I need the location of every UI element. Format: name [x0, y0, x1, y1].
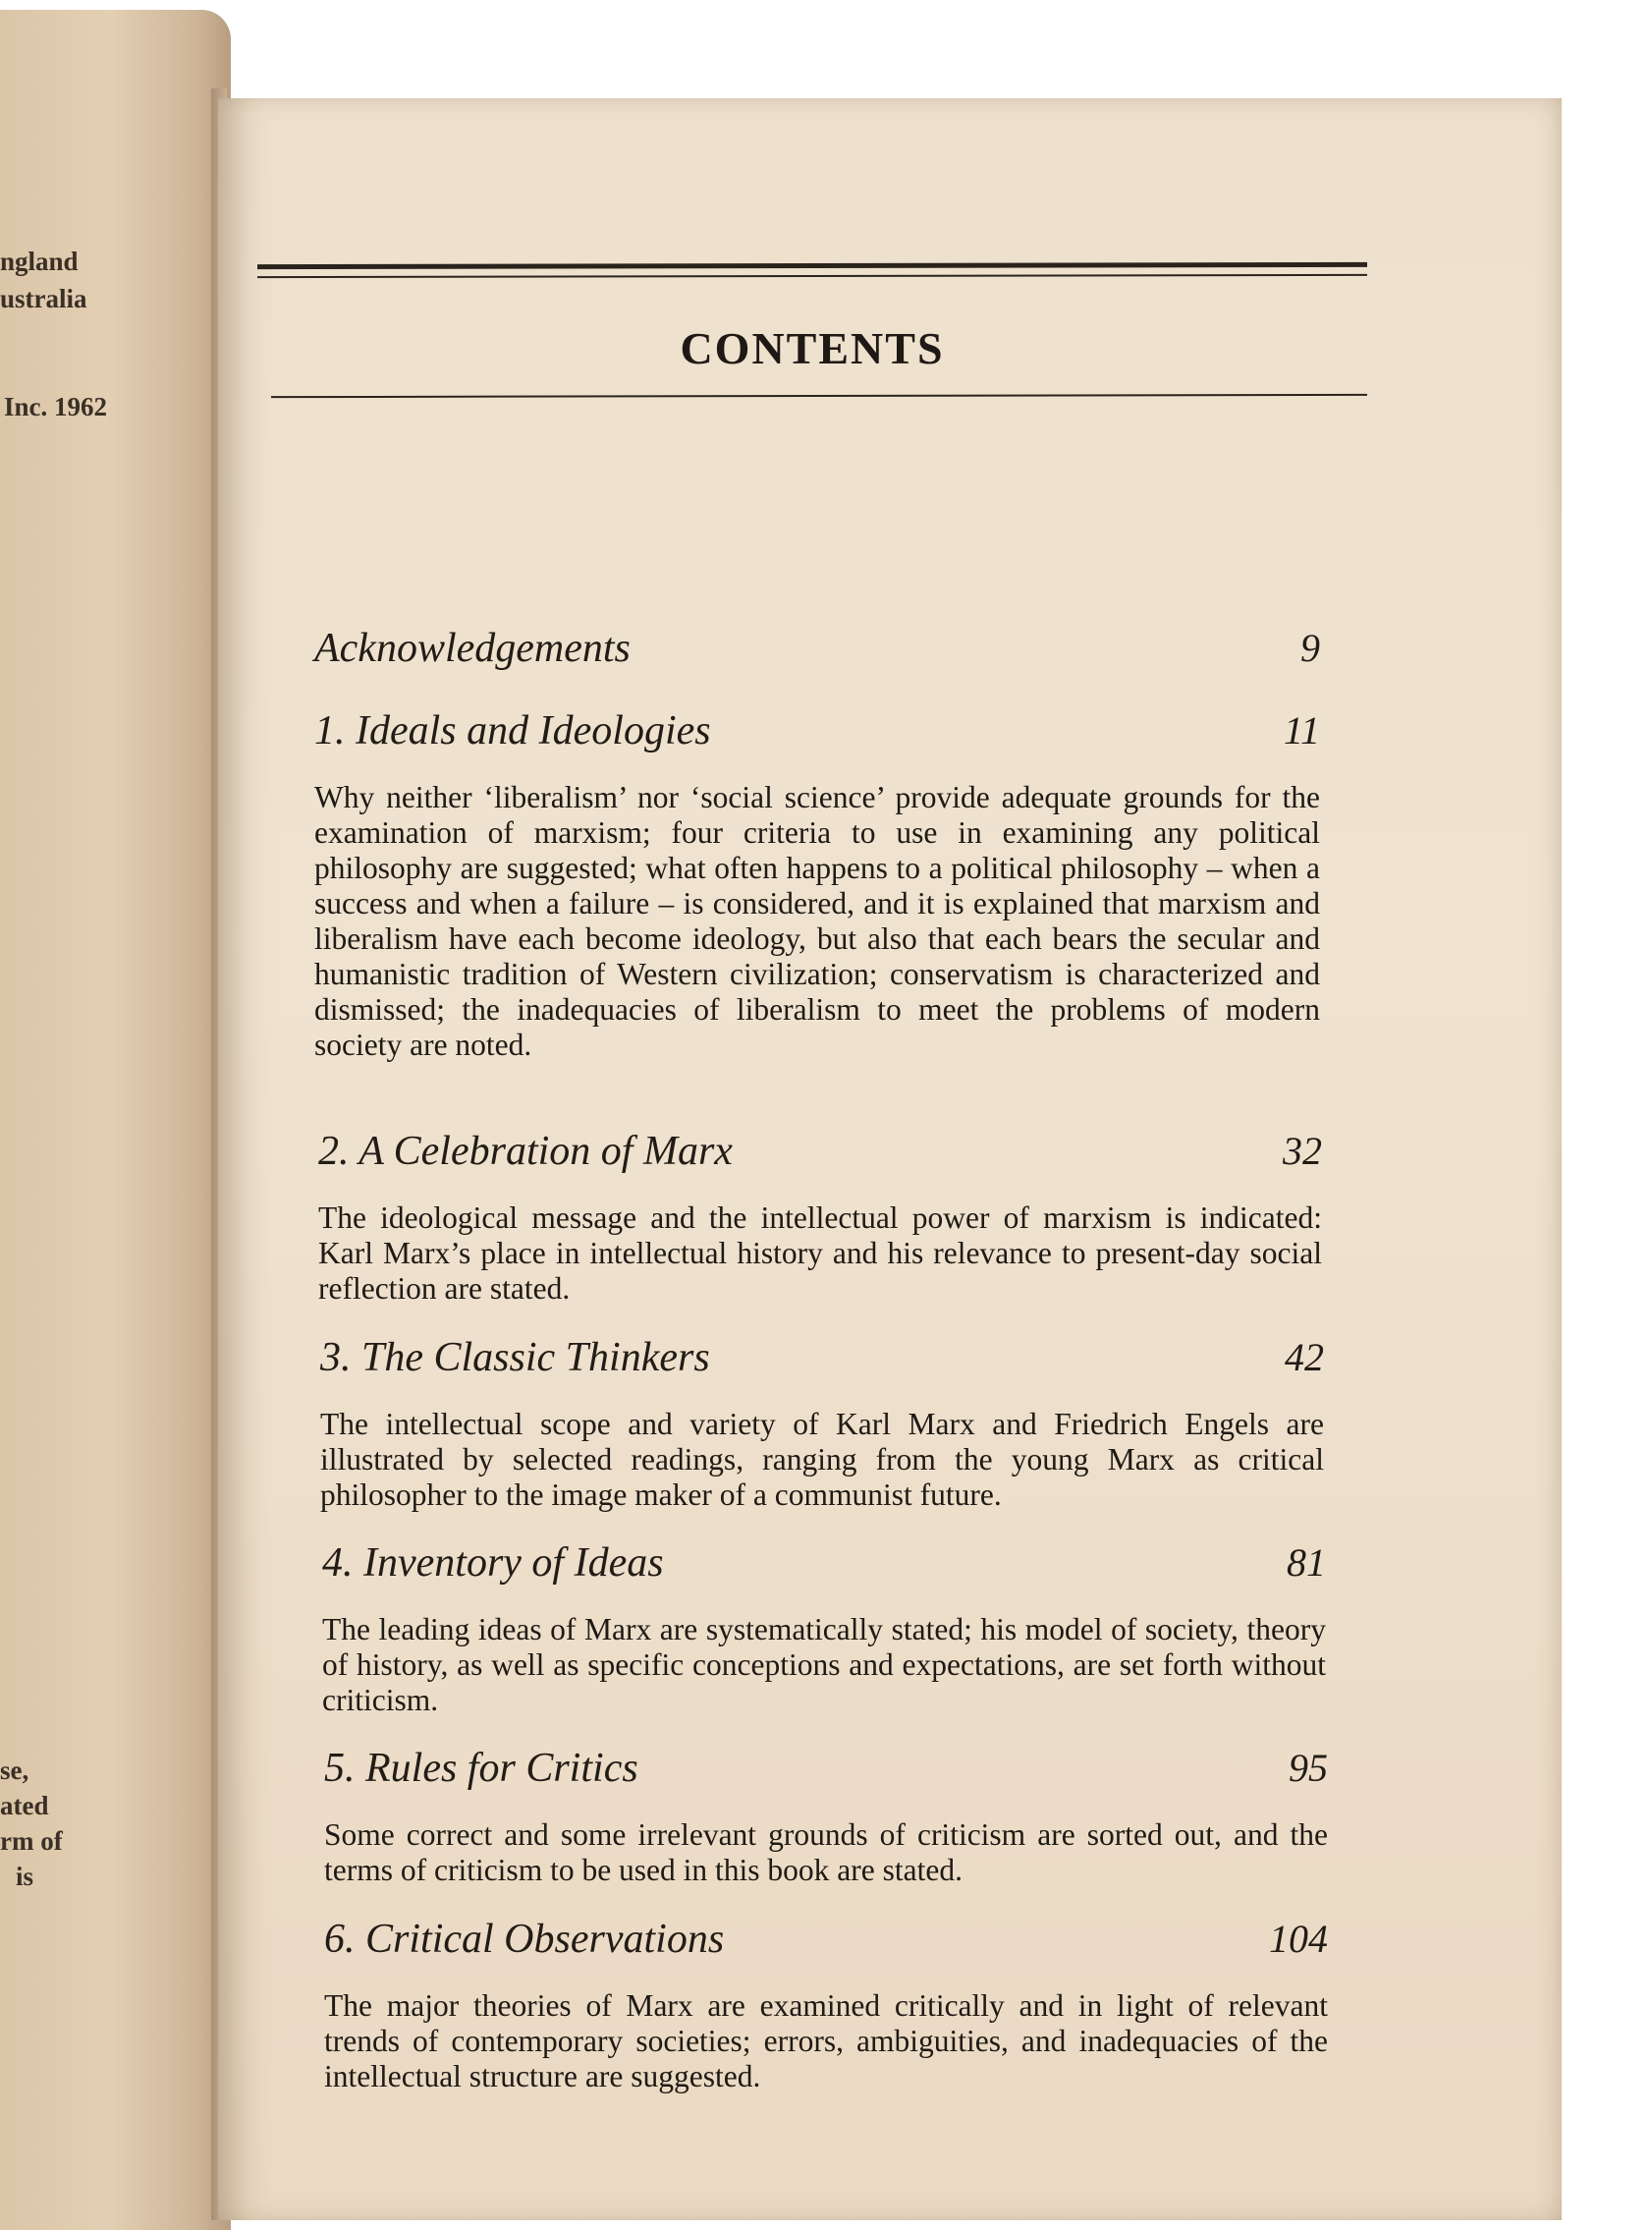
left-fragment-7: is — [16, 1862, 34, 1891]
contents-heading: CONTENTS — [680, 323, 945, 373]
toc-entry-title: 3. The Classic Thinkers — [320, 1335, 710, 1380]
toc-entry-page: 11 — [1283, 708, 1320, 753]
toc-entry-acknowledgements — [314, 625, 1320, 680]
toc-entry-chapter-3 — [320, 1334, 1324, 1513]
toc-entry-page: 104 — [1269, 1917, 1328, 1961]
toc-entry-description: Why neither ‘liberalism’ nor ‘social science’ provide adequate grounds for the examination of marxism; four criteria to use in examining any political philosophy are suggested; what often happens to a political philosophy – when a success and when a failure – is considered, and it is explained that marxism and liberalism have each become ideology, but also that each bears the secular and humanistic tradition of Western civilization; conservatism is characterized and dismissed; the inadequacies of liberalism to meet the problems of modern society are noted. — [314, 780, 1320, 1062]
left-fragment-5: ated — [0, 1791, 49, 1820]
toc-entry-title: 1. Ideals and Ideologies — [314, 708, 711, 753]
toc-entry-description: The ideological message and the intellectual power of marxism is indicated: Karl Marx’s place in intellectual history and his relevance to present-day social reflection are stated. — [318, 1200, 1322, 1306]
toc-entry-page: 32 — [1283, 1129, 1322, 1173]
toc-entry-title: 5. Rules for Critics — [324, 1746, 638, 1791]
toc-entry-title: 6. Critical Observations — [324, 1917, 725, 1962]
toc-entry-page: 9 — [1300, 626, 1320, 670]
toc-entry-title: 4. Inventory of Ideas — [322, 1540, 664, 1586]
left-fragment-2: ustralia — [0, 284, 87, 313]
toc-entry-chapter-1 — [314, 707, 1320, 1063]
left-fragment-6: rm of — [0, 1826, 63, 1856]
left-fragment-3: Inc. 1962 — [4, 392, 108, 421]
toc-entry-chapter-2 — [318, 1128, 1322, 1307]
toc-entry-title: Acknowledgements — [314, 626, 631, 671]
left-page — [0, 10, 231, 2230]
toc-entry-description: The leading ideas of Marx are systematically stated; his model of society, theory of history, as well as specific conceptions and expectations, are set forth without criticism. — [322, 1612, 1326, 1717]
toc-entry-chapter-6 — [324, 1916, 1328, 2094]
toc-entry-description: The major theories of Marx are examined critically and in light of relevant trends of contemporary societies; errors, ambiguities, and inadequacies of the intellectual structure are suggested. — [324, 1988, 1328, 2093]
left-fragment-4: se, — [0, 1756, 29, 1785]
toc-entry-chapter-5 — [324, 1745, 1328, 1888]
toc-entry-description: The intellectual scope and variety of Karl Marx and Friedrich Engels are illustrated by selected readings, ranging from the young Marx as critical philosopher to the image maker of a communist future. — [320, 1407, 1324, 1512]
toc-entry-page: 81 — [1287, 1540, 1326, 1585]
toc-entry-page: 95 — [1289, 1746, 1328, 1790]
toc-entry-description: Some correct and some irrelevant grounds of criticism are sorted out, and the terms of criticism to be used in this book are stated. — [324, 1817, 1328, 1887]
toc-entry-chapter-4 — [322, 1539, 1326, 1718]
toc-entry-page: 42 — [1285, 1335, 1324, 1379]
left-fragment-1: ngland — [0, 247, 79, 276]
toc-entry-title: 2. A Celebration of Marx — [318, 1129, 733, 1174]
